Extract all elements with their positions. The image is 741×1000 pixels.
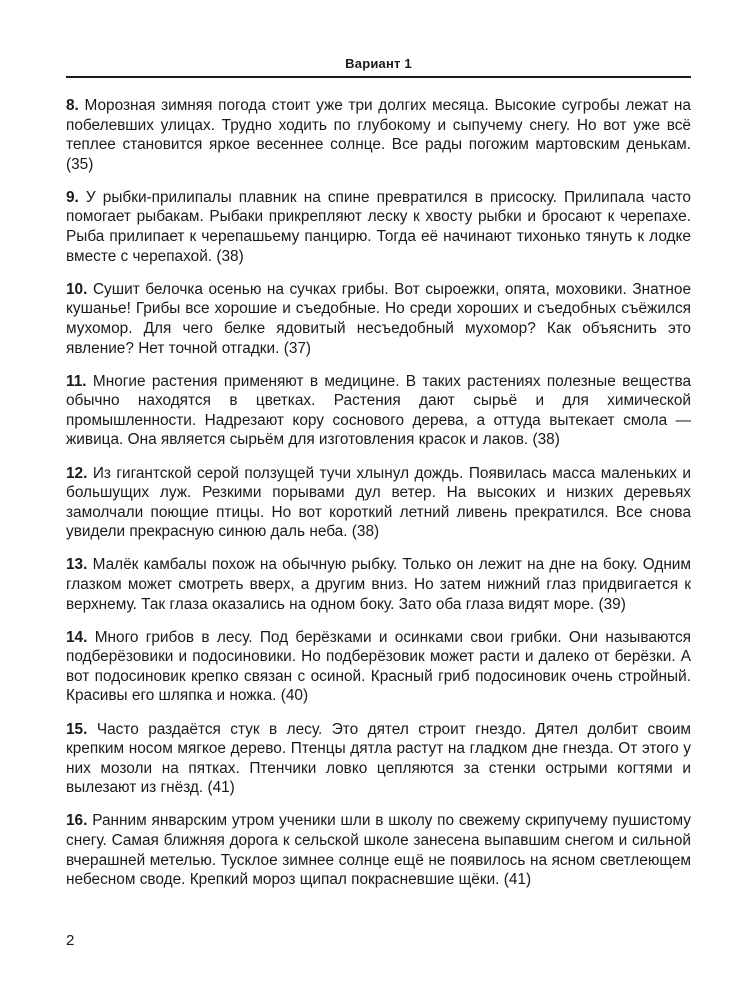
dictation-number: 13.	[66, 556, 88, 574]
dictation-text: Морозная зимняя погода стоит уже три долгих месяца. Высокие сугробы лежат на побелевших улицах. Трудно ходить по глубокому и сыпучему снегу. Но вот уже всё теплее становится яркое весеннее солнце. Все рады погожим мартовским денькам. (35)	[66, 97, 691, 173]
dictation-number: 12.	[66, 464, 88, 482]
dictation-number: 8.	[66, 97, 79, 114]
dictation-text: Ранним январским утром ученики шли в школу по свежему скрипучему пушистому снегу. Самая ближняя дорога к сельской школе занесена выпавшим снегом и сильной вчерашней метелью. Тусклое зимнее солнце ещё не появилось на ясном светлеющем небесном своде. Крепкий мороз щипал покрасневшие щёки. (41)	[66, 812, 691, 889]
dictation-10	[66, 280, 691, 358]
dictation-number: 15.	[66, 720, 88, 738]
page-number: 2	[66, 932, 75, 949]
dictation-11	[66, 372, 691, 450]
dictation-16	[66, 811, 691, 889]
dictation-number: 14.	[66, 628, 88, 646]
dictation-number: 11.	[66, 372, 87, 390]
dictation-13	[66, 555, 691, 614]
dictation-number: 10.	[66, 280, 88, 298]
variant-header: Вариант 1	[345, 56, 412, 71]
dictation-text: Много грибов в лесу. Под берёзками и осинками свои грибки. Они называются подберёзовики и подосиновики. Но подберёзовик может расти и далеко от берёзки. А вот подосиновик крепко связан с осиной. Красный гриб подосиновик очень стройный. Красивы его шляпка и ножка. (40)	[66, 628, 691, 705]
dictation-text: Многие растения применяют в медицине. В таких растениях полезные вещества обычно находятся в цветках. Растения дают сырьё и для химической промышленности. Надрезают кору соснового дерева, а оттуда вытекает смола — живица. Она является сырьём для изготовления красок и лаков. (38)	[66, 372, 692, 449]
dictation-8	[66, 96, 691, 174]
dictation-text: Часто раздаётся стук в лесу. Это дятел строит гнездо. Дятел долбит своим крепким носом мягкое дерево. Птенцы дятла растут на гладком дне гнезда. От этого у них мозоли на пятках. Птенчики ловко цепляются за стенки острыми когтями и вылезают из гнёзд. (41)	[66, 720, 691, 797]
header-divider	[66, 76, 691, 78]
dictation-text: Из гигантской серой ползущей тучи хлынул дождь. Появилась масса маленьких и большущих луж. Резкими порывами дул ветер. На высоких и низких деревьях замолчали поющие птицы. Но вот короткий летний ливень прекратился. Все снова увидели прекрасную синюю даль неба. (38)	[66, 464, 691, 541]
dictation-text: Малёк камбалы похож на обычную рыбку. Только он лежит на дне на боку. Одним глазком может смотреть вверх, а другим вниз. Но затем нижний глаз придвигается к верхнему. Так глаза оказались на одном боку. Зато оба глаза видят море. (39)	[66, 556, 691, 613]
dictation-12	[66, 464, 691, 542]
dictation-text: У рыбки-прилипалы плавник на спине превратился в присоску. Прилипала часто помогает рыбакам. Рыбаки прикрепляют леску к хвосту рыбки и бросают к черепахе. Рыба прилипает к черепашьему панцирю. Тогда её начинают тихонько тянуть к лодке вместе с черепахой. (38)	[66, 188, 691, 265]
dictation-text: Сушит белочка осенью на сучках грибы. Вот сыроежки, опята, моховики. Знатное кушанье! Грибы все хорошие и съедобные. Но среди хороших и съедобных съёжился мухомор. Для чего белке ядовитый несъедобный мухомор? Как объяснить это явление? Нет точной отгадки. (37)	[66, 280, 692, 357]
dictation-number: 16.	[66, 812, 88, 830]
dictation-15	[66, 720, 691, 798]
dictation-14	[66, 628, 691, 706]
dictation-9	[66, 188, 691, 266]
dictation-number: 9.	[66, 188, 79, 206]
dictation-list	[66, 96, 691, 903]
